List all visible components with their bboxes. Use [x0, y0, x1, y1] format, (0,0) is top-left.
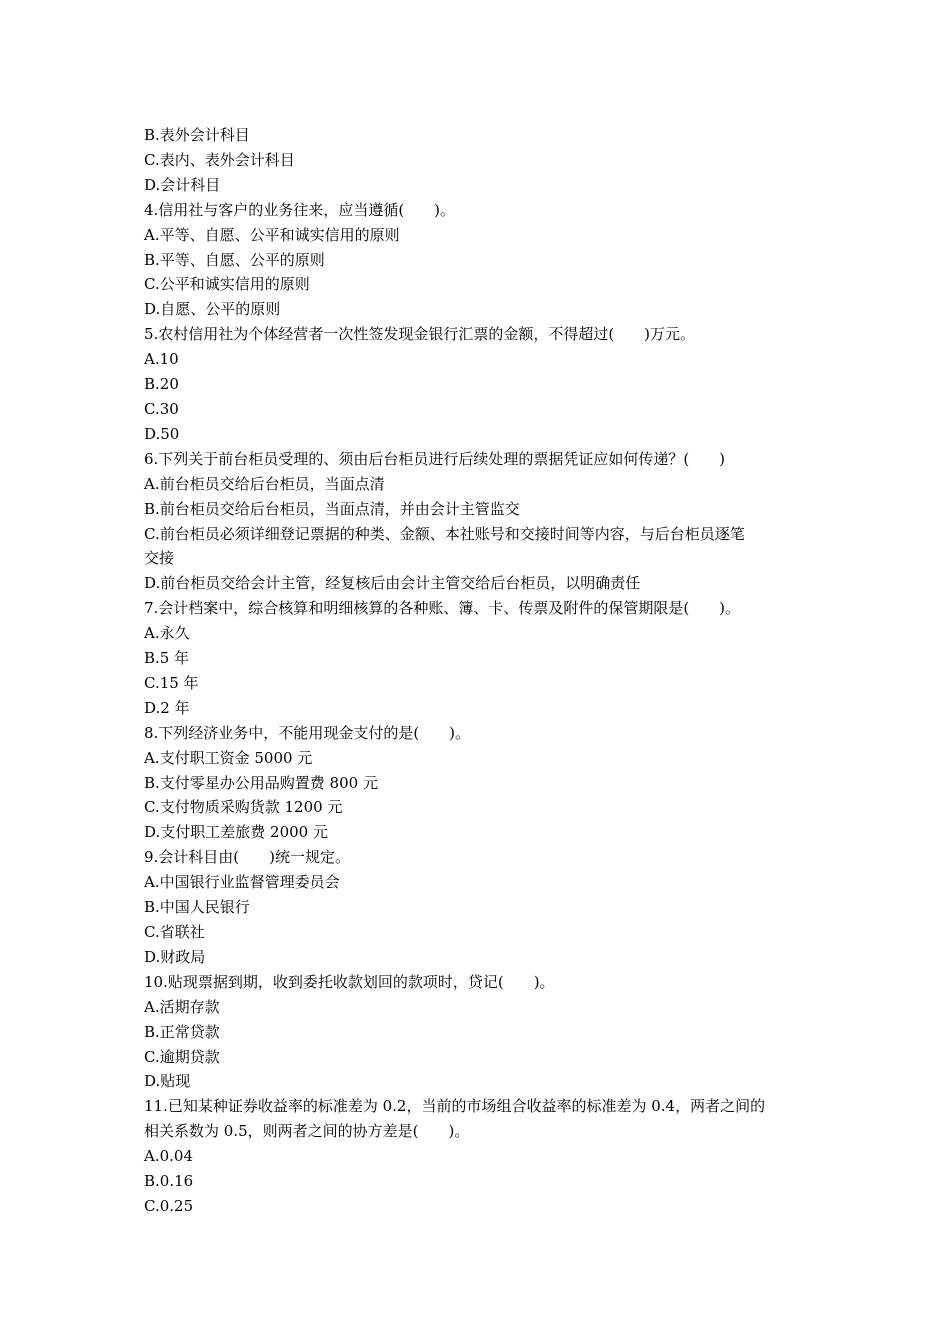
option-line: B.中国人民银行: [144, 898, 250, 917]
option-line: C.0.25: [144, 1196, 194, 1215]
option-line: D.财政局: [144, 947, 206, 966]
option-line: C.30: [144, 399, 179, 418]
option-line: D.支付职工差旅费 2000 元: [144, 823, 328, 842]
option-line: C.省联社: [144, 923, 205, 941]
question-11: 11.已知某种证券收益率的标准差为 0.2，当前的市场组合收益率的标准差为 0.4，两者之间的: [144, 1097, 766, 1116]
option-line: D.2 年: [144, 698, 190, 717]
question-4: 4.信用社与客户的业务往来，应当遵循( )。: [144, 200, 456, 219]
option-line: A.0.04: [144, 1147, 193, 1166]
option-line: B.前台柜员交给后台柜员，当面点清，并由会计主管监交: [144, 499, 520, 518]
question-6: 6.下列关于前台柜员受理的、须由后台柜员进行后续处理的票据凭证应如何传递？( ): [144, 449, 726, 468]
option-line: B.支付零星办公用品购置费 800 元: [144, 773, 378, 792]
option-line: C.15 年: [144, 673, 199, 692]
option-line: D.自愿、公平的原则: [144, 300, 281, 319]
option-line: B.5 年: [144, 649, 190, 668]
option-line: A.平等、自愿、公平和诚实信用的原则: [144, 225, 400, 244]
question-5: 5.农村信用社为个体经营者一次性签发现金银行汇票的金额，不得超过( )万元。: [144, 325, 696, 344]
option-line: B.正常贷款: [144, 1022, 220, 1041]
option-line: B.0.16: [144, 1172, 194, 1191]
option-line: A.活期存款: [144, 997, 220, 1016]
option-line: A.10: [144, 350, 179, 369]
option-line: C.前台柜员必须详细登记票据的种类、金额、本社账号和交接时间等内容，与后台柜员逐笔: [144, 524, 745, 543]
option-line: C.逾期贷款: [144, 1047, 220, 1066]
option-line: B.20: [144, 375, 179, 394]
text-line: C.表内、表外会计科目: [144, 150, 295, 169]
option-line: A.中国银行业监督管理委员会: [144, 873, 340, 892]
option-line: 交接: [144, 549, 175, 568]
question-list: [144, 123, 814, 1219]
text-line: D.会计科目: [144, 175, 221, 194]
option-line: A.支付职工资金 5000 元: [144, 748, 313, 767]
option-line: C.公平和诚实信用的原则: [144, 275, 310, 294]
option-line: D.50: [144, 424, 180, 443]
option-line: C.支付物质采购货款 1200 元: [144, 798, 343, 817]
question-11-continuation: 相关系数为 0.5，则两者之间的协方差是( )。: [144, 1122, 470, 1141]
question-8: 8.下列经济业务中，不能用现金支付的是( )。: [144, 723, 471, 742]
question-9: 9.会计科目由( )统一规定。: [144, 848, 351, 867]
text-line: B.表外会计科目: [144, 126, 250, 144]
option-line: D.前台柜员交给会计主管，经复核后由会计主管交给后台柜员，以明确责任: [144, 574, 641, 593]
option-line: A.永久: [144, 624, 190, 643]
option-line: A.前台柜员交给后台柜员，当面点清: [144, 474, 385, 493]
question-10: 10.贴现票据到期，收到委托收款划回的款项时，贷记( )。: [144, 972, 555, 991]
question-7: 7.会计档案中，综合核算和明细核算的各种账、簿、卡、传票及附件的保管期限是( )。: [144, 599, 741, 618]
option-line: B.平等、自愿、公平的原则: [144, 250, 325, 269]
option-line: D.贴现: [144, 1072, 191, 1091]
